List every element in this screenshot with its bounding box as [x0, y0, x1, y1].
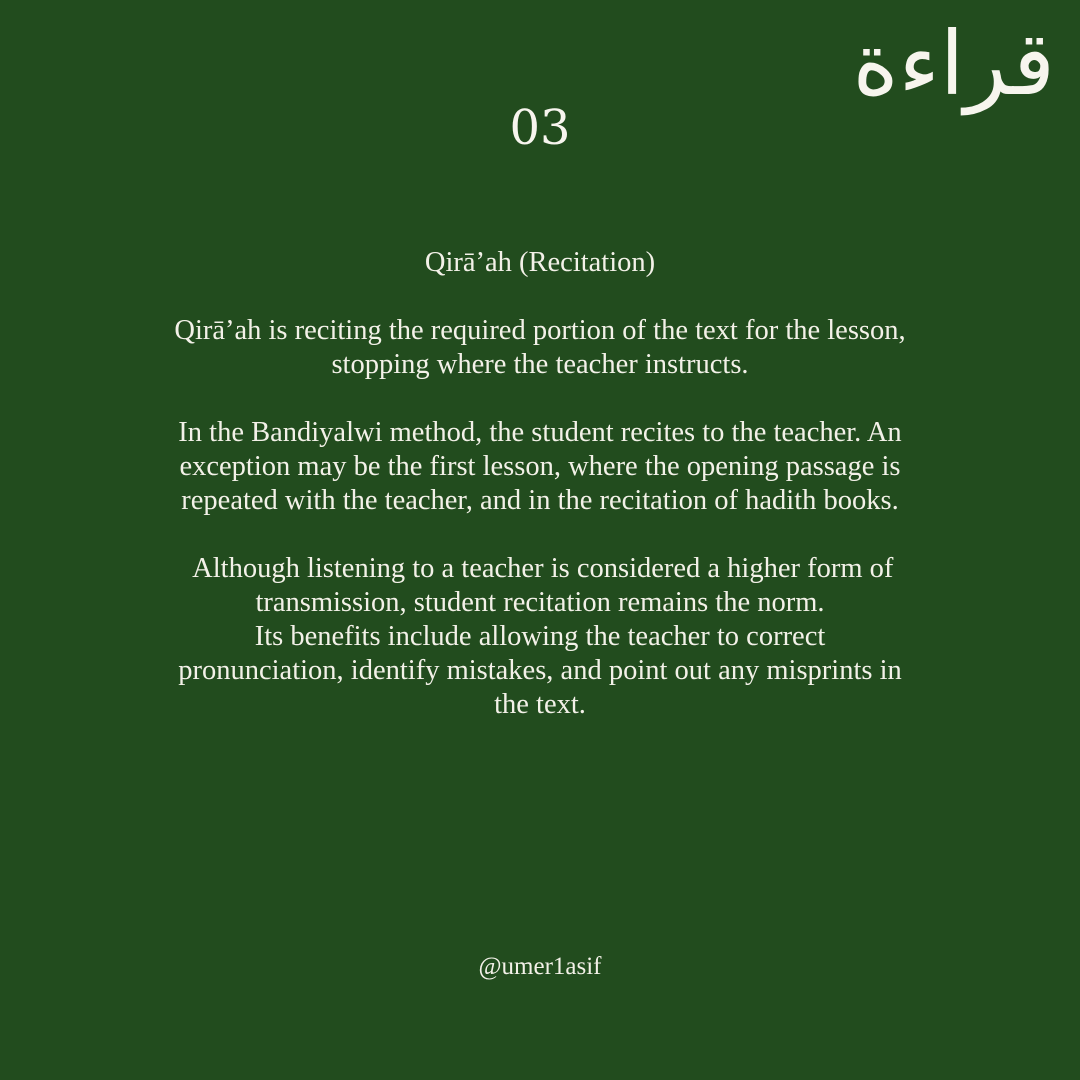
- body-text: [100, 246, 980, 722]
- benefits-line-1: Its benefits include allowing the teacher to correct: [254, 621, 826, 652]
- transmission-line-1: Although listening to a teacher is considered a higher form of: [186, 553, 894, 584]
- definition-line-1: Qirā’ah is reciting the required portion of the text for the lesson,: [174, 315, 906, 346]
- transmission-line-2: transmission, student recitation remains the norm.: [255, 587, 825, 618]
- definition-line-2: stopping where the teacher instructs.: [331, 349, 749, 380]
- method-line-2: exception may be the first lesson, where the opening passage is: [179, 451, 901, 482]
- slide-number: 03: [509, 100, 571, 156]
- paragraph-gap: [100, 382, 980, 416]
- author-handle: @umer1asif: [478, 953, 602, 980]
- paragraph-gap: [100, 518, 980, 552]
- benefits-line-3: the text.: [494, 689, 586, 720]
- method-line-1: In the Bandiyalwi method, the student recites to the teacher. An: [178, 417, 902, 448]
- paragraph-gap: [100, 280, 980, 314]
- method-line-3: repeated with the teacher, and in the recitation of hadith books.: [181, 485, 899, 516]
- benefits-line-2: pronunciation, identify mistakes, and point out any misprints in: [178, 655, 902, 686]
- arabic-calligraphy-title: قراءة: [852, 12, 1055, 115]
- section-heading: Qirāʼah (Recitation): [424, 247, 656, 278]
